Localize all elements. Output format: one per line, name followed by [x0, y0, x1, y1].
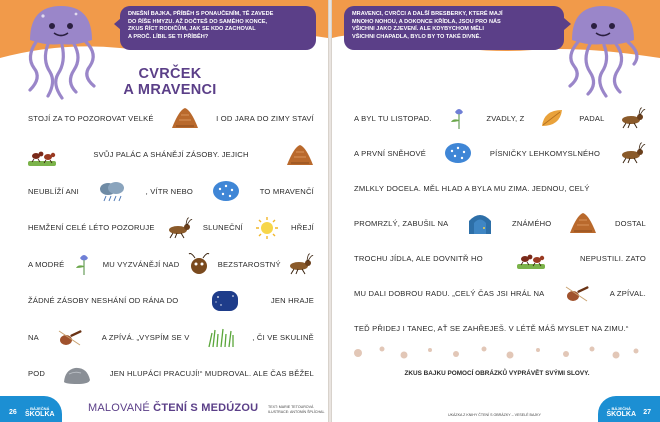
story-text: A ZPÍVAL. — [609, 288, 646, 298]
instruction-text: ZKUS BAJKU POMOCÍ OBRÁZKŮ VYPRÁVĚT SVÝMI SLOVY. — [404, 370, 590, 377]
story-text: ZNÁMÉHO — [512, 218, 552, 228]
grass-icon — [207, 325, 235, 349]
story-text: ZMLKLY DOCELA. MĚL HLAD A BYLA MU ZIMA. JEDNOU, CELÝ — [354, 183, 590, 193]
brand-logo — [606, 406, 636, 418]
text-credit — [268, 405, 324, 414]
story-text: TO MRAVENČÍ — [259, 186, 314, 196]
story-text: I OD JARA DO ZIMY STAVÍ — [216, 113, 314, 123]
series-title-a: MALOVANÉ — [88, 402, 154, 414]
brand-small: BÁJEČNÁ — [611, 406, 631, 411]
story-line — [28, 360, 314, 388]
story-text: SLUNEČNÍ — [202, 223, 243, 232]
intro-speech-bubble — [344, 6, 564, 50]
brand-small: BÁJEČNÁ — [30, 406, 50, 411]
page-badge — [598, 396, 660, 422]
story-text: A PRVNÍ SNĚHOVÉ — [354, 148, 427, 158]
story-text: DOSTAL — [614, 218, 646, 228]
story-text: , VÍTR NEBO — [145, 186, 194, 196]
violin-icon — [563, 281, 591, 305]
right-page — [332, 0, 660, 422]
intro-speech-bubble — [120, 6, 316, 50]
jellyfish-mascot-icon — [16, 2, 106, 102]
violin-icon — [56, 325, 84, 349]
snow-cloud-icon — [212, 179, 240, 203]
story-text: , ČI VE SKULINĚ — [252, 332, 314, 342]
story-text: TROCHU JÍDLA, ALE DOVNITŘ HO — [354, 253, 483, 263]
title-line-1: CVRČEK — [138, 66, 202, 82]
cricket-icon — [286, 252, 314, 276]
ants-icon — [28, 143, 56, 167]
jellyfish-mascot-icon — [558, 2, 648, 102]
leaf-icon — [538, 106, 566, 130]
story-line — [354, 279, 646, 307]
story-text: PÍSNIČKY LEHKOMYSLNÉHO — [489, 148, 601, 158]
intro-line: DO ŘÍŠE HMYZU. AŽ DOČTEŠ DO SAMÉHO KONCE, — [128, 18, 268, 25]
illustration-credit-line: ILUSTRACE: ANTONÍN ŠPLÍCHAL — [268, 409, 325, 414]
rain-cloud-icon — [98, 179, 126, 203]
story-line — [354, 139, 646, 167]
story-text: A BYL TU LISTOPAD. — [354, 113, 432, 123]
intro-line: VŠICHNI CHAPADLA, BYLO BY TO TAKÉ DIVNÉ. — [352, 33, 481, 40]
story-line — [28, 214, 314, 242]
story-line — [28, 141, 314, 169]
speech-bubble-tail — [564, 18, 571, 30]
story-line — [28, 250, 314, 278]
intro-line: VŠICHNI JAKO ZJEVENÍ. ALE KDYBYCHOM MĚLI — [352, 26, 484, 33]
story-text: JEN HRAJE — [270, 296, 314, 305]
series-title-b: ČTENÍ S MEDÚZOU — [153, 402, 259, 414]
brand-name: ŠKOLKA — [606, 411, 636, 418]
page-number: 26 — [9, 409, 17, 416]
story-line — [354, 314, 646, 342]
sun-icon — [253, 216, 281, 240]
brand-logo — [25, 406, 55, 418]
title-line-2: A MRAVENCI — [123, 82, 217, 98]
story-line — [28, 104, 314, 132]
cricket-head-icon — [185, 252, 213, 276]
story-line — [354, 244, 646, 272]
story-text: ZVADLY, Z — [486, 113, 525, 123]
anthill-icon — [569, 211, 597, 235]
story-line — [28, 177, 314, 205]
story-title — [110, 66, 230, 98]
page-number: 27 — [643, 409, 651, 416]
cricket-icon — [165, 216, 193, 240]
anthill-icon — [171, 106, 199, 130]
story-text: BEZSTAROSTNÝ — [217, 259, 281, 269]
story-text: JEN HLUPÁCI PRACUJÍ!“ MUDROVAL. ALE ČAS BĚŽEL — [109, 369, 314, 378]
ants-icon — [517, 246, 545, 270]
story-line — [354, 104, 646, 132]
snow-cloud-icon — [444, 141, 472, 165]
page-badge — [0, 396, 62, 422]
story-text: HEMŽENÍ CELÉ LÉTO POZORUJE — [28, 223, 155, 232]
story-line — [28, 287, 314, 315]
brand-name: ŠKOLKA — [25, 411, 55, 418]
book-credits: UKÁZKA Z KNIHY ČTENÍ S OBRÁZKY – VESELÉ BAJKY — [448, 412, 541, 417]
door-icon — [466, 211, 494, 235]
story-text: MU VYZVÁNĚJÍ NAD — [102, 259, 180, 269]
story-text: STOJÍ ZA TO POZOROVAT VELKÉ — [28, 113, 154, 123]
story-text: MU DALI DOBROU RADU. „CELÝ ČAS JSI HRÁL NA — [354, 288, 545, 298]
right-footer — [332, 396, 660, 422]
story-text: PROMRZLÝ, ZABUŠIL NA — [354, 218, 449, 228]
story-line — [354, 209, 646, 237]
story-text: A ZPÍVÁ. „VYSPÍM SE V — [101, 332, 190, 342]
night-sky-icon — [211, 289, 239, 313]
decorative-dots — [352, 343, 642, 361]
text-credit-line: TEXT: MARIE TETOUROVÁ — [268, 405, 314, 410]
story-line — [354, 174, 646, 202]
intro-line: DNEŠNÍ BAJKA, PŘÍBĚH S PONAUČENÍM, TĚ ZAVEDE — [128, 11, 274, 17]
intro-line: A PROČ. LÍBIL SE TI PŘÍBĚH? — [128, 33, 209, 40]
story-text: SVŮJ PALÁC A SHÁNĚJÍ ZÁSOBY. JEJICH — [93, 150, 249, 159]
intro-line: MNOHO NOHOU, A DOKONCE KŘÍDLA, JSOU PRO NÁS — [352, 18, 501, 25]
left-page — [0, 0, 328, 422]
cricket-icon — [618, 106, 646, 130]
series-title — [88, 402, 258, 414]
story-text: HŘEJÍ — [291, 223, 314, 232]
story-text: NEPUSTILI. ZATO — [579, 253, 646, 263]
story-text: PADAL — [579, 113, 605, 123]
intro-line: MRAVENCI, CVRČCI A DALŠÍ BRESBERKY, KTERÉ MAJÍ — [352, 11, 503, 17]
story-text: NEUBLÍŽÍ ANI — [28, 186, 79, 196]
stone-icon — [63, 362, 91, 386]
cricket-icon — [618, 141, 646, 165]
bluebell-icon — [70, 252, 98, 276]
intro-line: ZKUS ŘÍCT RODIČŮM, JAK SE KDO ZACHOVAL — [128, 26, 256, 33]
story-text: NA — [28, 332, 39, 342]
story-text: TEĎ PŘIDEJ I TANEC, AŤ SE ZAHŘEJEŠ. V LÉTĚ MÁŠ MYSLET NA ZIMU.“ — [354, 323, 629, 333]
story-text: A MODRÉ — [28, 259, 65, 269]
anthill-icon — [286, 143, 314, 167]
story-line — [28, 323, 314, 351]
story-text: POD — [28, 369, 46, 378]
story-text: ŽÁDNÉ ZÁSOBY NESHÁNÍ OD RÁNA DO — [28, 296, 179, 305]
bluebell-icon — [445, 106, 473, 130]
